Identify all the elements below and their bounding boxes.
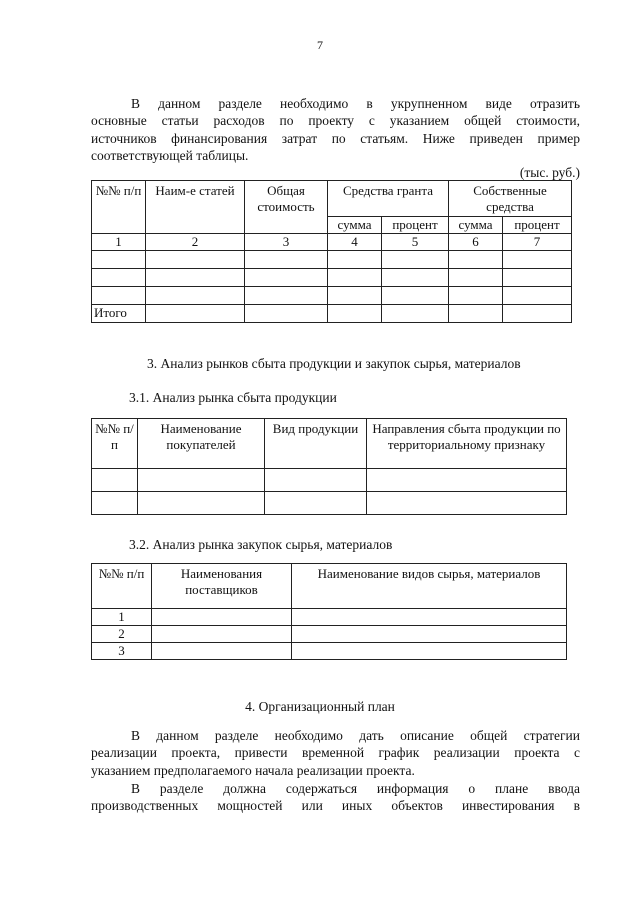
- header-total-cost: Общая стоимость: [245, 181, 328, 234]
- paragraph-line: указанием предполагаемого начала реализации проекта.: [91, 762, 415, 778]
- col-number: 6: [449, 234, 503, 251]
- section-4-paragraph-1: [91, 727, 580, 779]
- header-own-percent: процент: [503, 217, 572, 234]
- paragraph-line: В разделе должна содержаться информация о плане ввода: [131, 781, 580, 796]
- header-own-funds: Собственные средства: [449, 181, 572, 217]
- paragraph-line: производственных мощностей или иных объектов инвестирования в: [91, 798, 580, 814]
- row-number: 2: [92, 626, 152, 643]
- section-4-title: 4. Организационный план: [245, 699, 395, 714]
- col-number: 4: [328, 234, 382, 251]
- header-num: №№ п/п: [92, 419, 138, 469]
- table-row: [92, 469, 567, 492]
- budget-table: [91, 180, 572, 323]
- table-row: [92, 287, 572, 305]
- intro-line: основные статьи расходов по проекту с указанием общей стоимости,: [91, 113, 580, 129]
- section-3-1-title: 3.1. Анализ рынка сбыта продукции: [129, 390, 337, 405]
- header-item-name: Наим-е статей: [146, 181, 245, 234]
- unit-label: (тыс. руб.): [519, 165, 580, 180]
- table-row: [92, 643, 567, 660]
- header-num: №№ п/п: [92, 181, 146, 234]
- header-grant-funds: Средства гранта: [328, 181, 449, 217]
- section-4-paragraph-2: [91, 780, 580, 815]
- paragraph-line: В данном разделе необходимо дать описание общей стратегии: [131, 728, 580, 743]
- row-number: 1: [92, 609, 152, 626]
- col-number: 1: [92, 234, 146, 251]
- page-number: 7: [317, 38, 323, 52]
- table-row: [92, 492, 567, 515]
- table-row: [92, 269, 572, 287]
- header-suppliers: Наименования поставщиков: [152, 564, 292, 609]
- col-number: 2: [146, 234, 245, 251]
- table-row: [92, 626, 567, 643]
- table-row: [92, 251, 572, 269]
- paragraph-line: реализации проекта, привести временной график реализации проекта с: [91, 745, 580, 761]
- intro-line: источников финансирования затрат по статьям. Ниже приведен пример: [91, 130, 580, 146]
- col-number: 3: [245, 234, 328, 251]
- intro-line: соответствующей таблицы.: [91, 148, 249, 164]
- header-product-type: Вид продукции: [265, 419, 367, 469]
- section-3-2-title: 3.2. Анализ рынка закупок сырья, материалов: [129, 537, 393, 552]
- table-row: [92, 609, 567, 626]
- intro-line: В данном разделе необходимо в укрупненном виде отразить: [131, 96, 580, 111]
- row-number: 3: [92, 643, 152, 660]
- total-label: Итого: [92, 305, 146, 323]
- table-row: [92, 305, 572, 323]
- col-number: 7: [503, 234, 572, 251]
- header-buyers: Наименование покупателей: [138, 419, 265, 469]
- intro-paragraph: [91, 95, 580, 165]
- sales-market-table: [91, 418, 567, 515]
- header-material-types: Наименование видов сырья, материалов: [292, 564, 567, 609]
- section-3-title: 3. Анализ рынков сбыта продукции и закупок сырья, материалов: [147, 356, 521, 371]
- header-grant-percent: процент: [382, 217, 449, 234]
- purchase-market-table: [91, 563, 567, 660]
- header-own-sum: сумма: [449, 217, 503, 234]
- header-sales-directions: Направления сбыта продукции по территориальному признаку: [367, 419, 567, 469]
- header-grant-sum: сумма: [328, 217, 382, 234]
- header-num: №№ п/п: [92, 564, 152, 609]
- col-number: 5: [382, 234, 449, 251]
